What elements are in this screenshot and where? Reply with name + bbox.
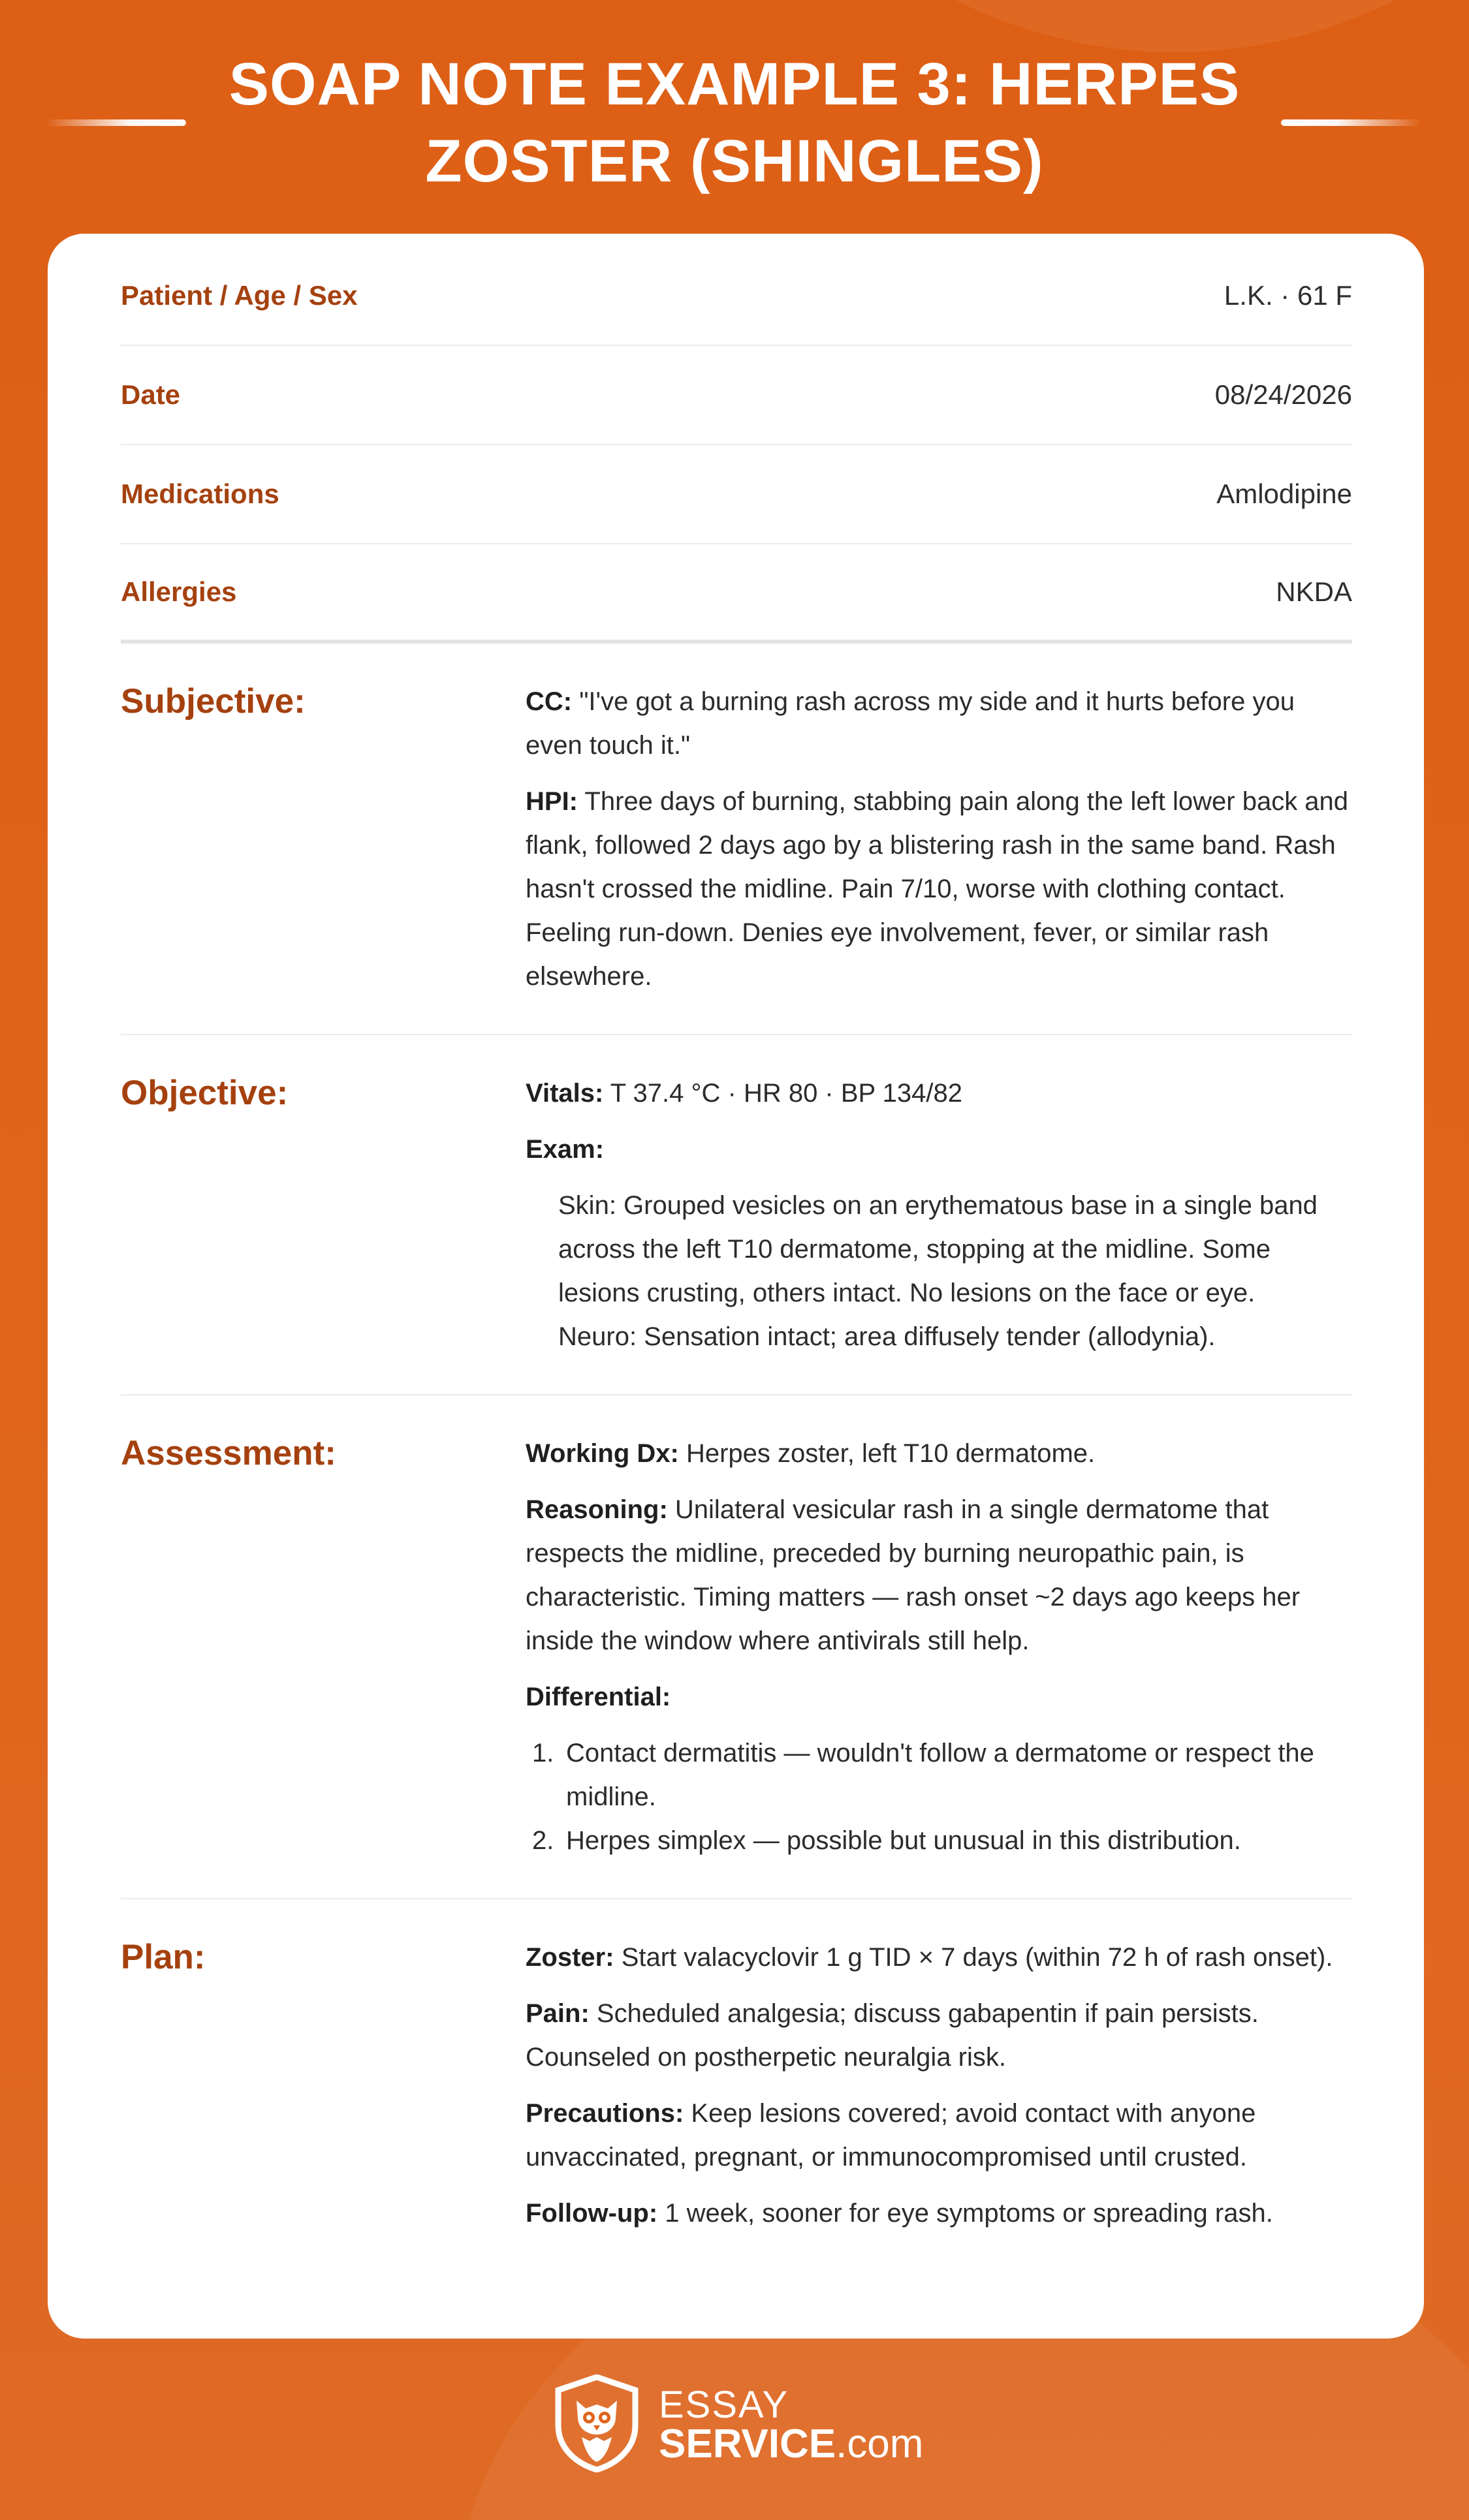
exam-label [526, 1128, 1352, 1172]
title-line-1: SOAP NOTE EXAMPLE 3: HERPES [229, 51, 1240, 117]
reasoning [526, 1488, 1352, 1663]
section-assessment [121, 1395, 1352, 1899]
field-label: Zoster: [526, 1943, 614, 1972]
field-label: Differential: [526, 1683, 671, 1711]
meta-value: L.K. · 61 F [1224, 280, 1352, 311]
field-text: Scheduled analgesia; discuss gabapentin if pain persists. Counseled on postherpetic neuralgia risk. [526, 1999, 1259, 2072]
plan-zoster [526, 1936, 1352, 1980]
plan-pain [526, 1992, 1352, 2079]
meta-row-patient [121, 234, 1352, 346]
meta-label: Date [121, 379, 181, 410]
field-label: Exam: [526, 1135, 605, 1164]
exam-skin: Skin: Grouped vesicles on an erythematous base in a single band across the left T10 dermatome, stopping at the midline. Some lesions crusting, others intact. No lesions on the face or eye. [558, 1191, 1318, 1307]
section-heading: Subjective: [121, 682, 306, 721]
plan-followup [526, 2192, 1352, 2235]
section-body [526, 644, 1352, 1034]
meta-row-date [121, 346, 1352, 445]
differential-label [526, 1675, 1352, 1719]
field-text: T 37.4 °C · HR 80 · BP 134/82 [603, 1079, 962, 1108]
vitals [526, 1072, 1352, 1115]
section-heading: Assessment: [121, 1434, 336, 1472]
section-body [526, 1035, 1352, 1394]
working-dx [526, 1432, 1352, 1476]
field-text: "I've got a burning rash across my side and it hurts before you even touch it." [526, 687, 1295, 760]
field-text: Unilateral vesicular rash in a single dermatome that respects the midline, preceded by burning neuropathic pain, is characteristic. Timing matters — rash onset ~2 days ago keeps her inside the window where antivirals still help. [526, 1495, 1301, 1655]
section-heading: Objective: [121, 1074, 289, 1112]
field-label: HPI: [526, 787, 578, 816]
list-text: Herpes simplex — possible but unusual in this distribution. [566, 1826, 1241, 1855]
field-label: Reasoning: [526, 1495, 668, 1524]
logo-word-service-suffix: .com [836, 2421, 924, 2466]
list-item [526, 1819, 1352, 1863]
meta-row-medications [121, 445, 1352, 544]
logo-word-service [659, 2421, 924, 2466]
logo-wordmark [659, 2386, 923, 2464]
hpi [526, 780, 1352, 999]
list-item [526, 1732, 1352, 1819]
section-objective [121, 1035, 1352, 1395]
list-number: 1. [532, 1739, 554, 1767]
chief-complaint [526, 680, 1352, 768]
essayservice-logo[interactable] [552, 2376, 923, 2474]
field-text: Keep lesions covered; avoid contact with anyone unvaccinated, pregnant, or immunocompromised until crusted. [526, 2099, 1256, 2171]
owl-shield-icon [552, 2374, 642, 2476]
meta-row-allergies [121, 544, 1352, 644]
title-line-2: ZOSTER (SHINGLES) [425, 128, 1044, 194]
decorative-circle [686, 0, 1469, 52]
field-label: Vitals: [526, 1079, 604, 1108]
logo-word-essay: ESSAY [659, 2384, 789, 2426]
field-label: Pain: [526, 1999, 590, 2028]
section-body [526, 1395, 1352, 1898]
meta-value: Amlodipine [1216, 478, 1352, 509]
field-label: Precautions: [526, 2099, 684, 2128]
plan-precautions [526, 2092, 1352, 2179]
meta-value: 08/24/2026 [1214, 379, 1352, 410]
meta-label: Medications [121, 478, 279, 509]
field-text: Three days of burning, stabbing pain along the left lower back and flank, followed 2 days ago by a blistering rash in the same band. Rash hasn't crossed the midline. Pain 7/10, worse with clothing contact. Feeling run-down. Denies eye involvement, fever, or similar rash elsewhere. [526, 787, 1349, 991]
soap-note-card [48, 234, 1424, 2339]
exam-findings [526, 1184, 1352, 1359]
page-title [0, 46, 1469, 200]
field-label: Follow-up: [526, 2199, 658, 2228]
meta-label: Patient / Age / Sex [121, 280, 358, 311]
meta-label: Allergies [121, 576, 237, 607]
meta-value: NKDA [1276, 576, 1352, 607]
logo-word-service-bold: SERVICE [659, 2421, 836, 2466]
section-plan [121, 1899, 1352, 2271]
list-number: 2. [532, 1826, 554, 1855]
field-label: Working Dx: [526, 1439, 679, 1468]
field-text: Start valacyclovir 1 g TID × 7 days (within 72 h of rash onset). [614, 1943, 1333, 1972]
exam-neuro: Neuro: Sensation intact; area diffusely tender (allodynia). [558, 1322, 1216, 1351]
section-subjective [121, 644, 1352, 1035]
list-text: Contact dermatitis — wouldn't follow a dermatome or respect the midline. [566, 1739, 1314, 1811]
section-body [526, 1899, 1352, 2271]
differential-list [526, 1732, 1352, 1863]
section-heading: Plan: [121, 1938, 206, 1976]
field-label: CC: [526, 687, 573, 716]
field-text: 1 week, sooner for eye symptoms or spreading rash. [657, 2199, 1273, 2228]
field-text: Herpes zoster, left T10 dermatome. [678, 1439, 1096, 1468]
